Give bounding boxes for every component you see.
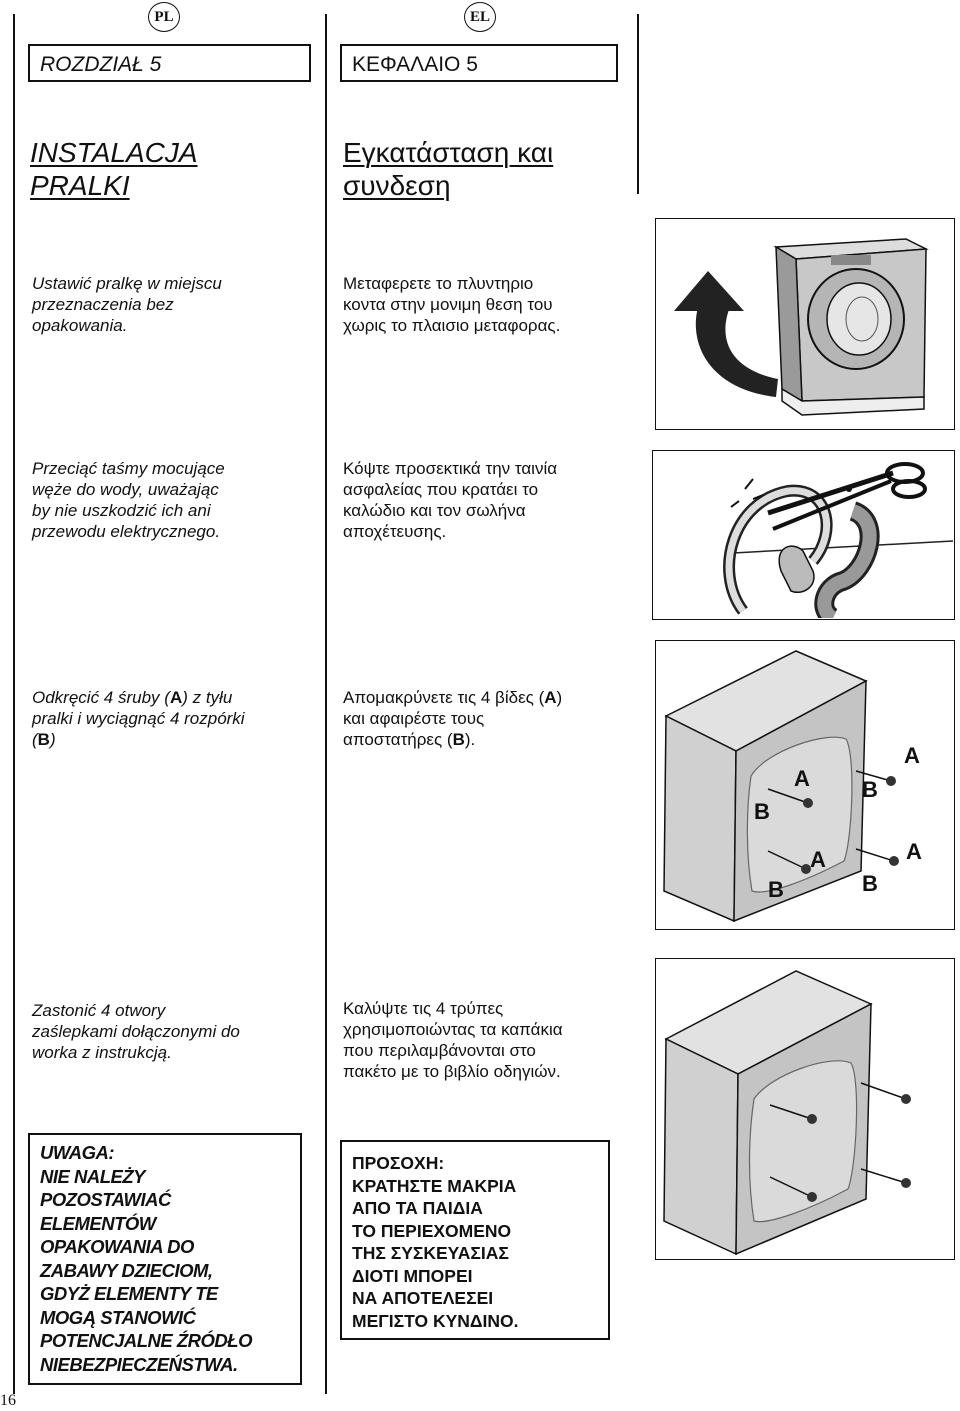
pl-step-4-line: Zastonić 4 otwory bbox=[32, 1001, 166, 1020]
pl-warning-line: GDYŻ ELEMENTY TE bbox=[40, 1283, 218, 1304]
column-divider-rule bbox=[325, 14, 327, 1394]
el-step-2 bbox=[343, 458, 557, 542]
curved-arrow-icon bbox=[696, 301, 778, 397]
el-language-badge: EL bbox=[464, 2, 496, 32]
label-a: A bbox=[810, 847, 826, 872]
pl-step-4-line: worka z instrukcją. bbox=[32, 1043, 172, 1062]
pl-step-3-line-3 bbox=[32, 729, 245, 750]
el-warning-line: ΠΡΟΣΟΧΗ: bbox=[352, 1153, 445, 1173]
el-chapter-title: ΚΕΦΑΛΑΙΟ 5 bbox=[352, 53, 478, 76]
pl-title-line-1: INSTALACJA bbox=[30, 137, 198, 168]
hand-illustration bbox=[779, 546, 814, 592]
pl-step-1 bbox=[32, 273, 222, 336]
el-step-4 bbox=[343, 998, 563, 1082]
el-warning-line: ΔΙΟΤΙ ΜΠΟΡΕΙ bbox=[352, 1265, 473, 1286]
pl-step-1-line: Ustawić pralkę w miejscu bbox=[32, 274, 222, 293]
el-warning-line: ΤΟ ΠΕΡΙΕΧΟΜΕΝΟ bbox=[352, 1220, 512, 1241]
figure-remove-screws bbox=[655, 640, 955, 930]
el-step-3 bbox=[343, 687, 562, 750]
pl-step-1-line: opakowania. bbox=[32, 316, 128, 335]
screw-label-a: A bbox=[544, 688, 557, 707]
el-step-4-line: χρησιμοποιώντας τα καπάκια bbox=[343, 1020, 563, 1039]
el-title-line-1: Εγκατάσταση και bbox=[343, 137, 554, 168]
el-step-4-line: Καλύψτε τις 4 τρύπες bbox=[343, 999, 504, 1018]
el-step-4-line: που περιλαμβάνονται στο bbox=[343, 1041, 536, 1060]
pl-step-2 bbox=[32, 458, 225, 542]
label-a: A bbox=[794, 766, 810, 791]
pl-title-line-2: PRALKI bbox=[30, 170, 130, 201]
el-step-3-text: αποστατήρες ( bbox=[343, 730, 453, 749]
pl-warning-line: ELEMENTÓW bbox=[40, 1212, 156, 1234]
pl-warning-line: MOGĄ STANOWIĆ bbox=[40, 1306, 196, 1328]
pl-step-1-line: przeznaczenia bez bbox=[32, 295, 174, 314]
label-b: B bbox=[754, 799, 770, 824]
pl-step-3-text: Odkręcić 4 śruby ( bbox=[32, 688, 170, 707]
el-step-3-line-2: και αφαιρέστε τους bbox=[343, 709, 485, 728]
el-step-2-line: Κόψτε προσεκτικά την ταινία bbox=[343, 459, 558, 478]
washing-machine-illustration bbox=[776, 239, 926, 415]
el-title-line-2: συνδεση bbox=[343, 170, 451, 201]
pl-step-2-line: węże do wody, uważając bbox=[32, 480, 219, 499]
pl-warning-box bbox=[28, 1133, 302, 1385]
label-b: B bbox=[862, 871, 878, 896]
figure-cut-tape bbox=[652, 450, 955, 620]
pl-warning-line: UWAGA: bbox=[40, 1142, 115, 1163]
el-step-1 bbox=[343, 273, 560, 336]
el-warning-line: ΑΠΟ ΤΑ ΠΑΙΔΙΑ bbox=[352, 1198, 483, 1218]
pl-step-3-line-2: pralki i wyciągnąć 4 rozpórki bbox=[32, 709, 245, 728]
el-warning-line: ΝΑ ΑΠΟΤΕΛΕΣΕΙ bbox=[352, 1288, 494, 1308]
pl-warning-line: ZABAWY DZIECIOM, bbox=[40, 1259, 213, 1281]
figure-cover-holes bbox=[655, 958, 955, 1260]
el-step-2-line: αποχέτευσης. bbox=[343, 522, 447, 541]
pl-chapter-title: ROZDZIAŁ 5 bbox=[40, 53, 162, 76]
label-a: A bbox=[906, 839, 922, 864]
pl-step-4-line: zaślepkami dołączonymi do bbox=[32, 1022, 240, 1041]
left-margin-rule bbox=[13, 14, 15, 1394]
el-step-3-line-1 bbox=[343, 687, 562, 708]
figure-move-machine bbox=[655, 218, 955, 430]
pl-warning-line: POTENCJALNE ŹRÓDŁO bbox=[40, 1330, 252, 1351]
el-step-1-line: Μεταφερετε το πλυντηριο bbox=[343, 274, 534, 293]
pl-warning-line: POZOSTAWIAĆ bbox=[40, 1189, 171, 1210]
pl-step-3-text: ( bbox=[32, 730, 38, 749]
label-b: B bbox=[768, 877, 784, 902]
page-number: 16 bbox=[0, 1392, 16, 1409]
label-b: B bbox=[862, 777, 878, 802]
pl-warning-line: NIEBEZPIECZEŃSTWA. bbox=[40, 1353, 238, 1375]
el-section-title bbox=[343, 136, 553, 202]
el-step-4-line: πακέτο με το βιβλίο οδηγιών. bbox=[343, 1062, 561, 1081]
el-warning-line: ΚΡΑΤΗΣΤΕ ΜΑΚΡΙΑ bbox=[352, 1175, 517, 1196]
el-step-3-text: ). bbox=[464, 730, 476, 749]
pl-section-title bbox=[30, 136, 198, 202]
pl-chapter-box bbox=[28, 44, 311, 82]
el-warning-box bbox=[340, 1140, 610, 1340]
el-step-2-line: ασφαλείας που κρατάει το bbox=[343, 480, 539, 499]
machine-back-illustration bbox=[664, 971, 871, 1254]
el-step-3-text: Απομακρύνετε τις 4 βίδες ( bbox=[343, 688, 545, 707]
el-chapter-box bbox=[340, 44, 618, 82]
pl-step-3-text: ) z tyłu bbox=[182, 688, 233, 707]
el-warning-line: ΜΕΓΙΣΤΟ ΚΥΝΔΙΝΟ. bbox=[352, 1310, 519, 1331]
pl-step-2-line: przewodu elektrycznego. bbox=[32, 522, 221, 541]
machine-back-illustration bbox=[664, 651, 866, 921]
el-step-1-line: χωρις το πλαισιο μεταφορας. bbox=[343, 316, 561, 335]
pl-language-badge: PL bbox=[148, 2, 180, 32]
label-a: A bbox=[904, 743, 920, 768]
el-step-3-text: ) bbox=[556, 688, 563, 707]
el-step-2-line: καλώδιο και τον σωλήνα bbox=[343, 501, 526, 520]
el-warning-line: ΤΗΣ ΣΥΣΚΕΥΑΣΙΑΣ bbox=[352, 1243, 509, 1263]
screw-label-a: A bbox=[169, 688, 183, 707]
spacer-label-b: B bbox=[452, 730, 465, 749]
pl-step-3 bbox=[32, 687, 245, 750]
pl-step-3-text: ) bbox=[49, 730, 56, 749]
pl-step-4 bbox=[32, 1000, 240, 1063]
pl-warning-line: OPAKOWANIA DO bbox=[40, 1236, 194, 1257]
pl-warning-line: NIE NALEŻY bbox=[40, 1165, 145, 1187]
el-step-3-line-3 bbox=[343, 729, 562, 750]
right-column-divider-rule bbox=[637, 14, 639, 194]
pl-step-2-line: Przeciąć taśmy mocujące bbox=[32, 459, 225, 478]
spacer-label-b: B bbox=[37, 730, 50, 749]
pl-step-3-line-1 bbox=[32, 687, 245, 708]
pl-step-2-line: by nie uszkodzić ich ani bbox=[32, 501, 211, 520]
el-step-1-line: κοντα στην μονιμη θεση του bbox=[343, 295, 553, 314]
